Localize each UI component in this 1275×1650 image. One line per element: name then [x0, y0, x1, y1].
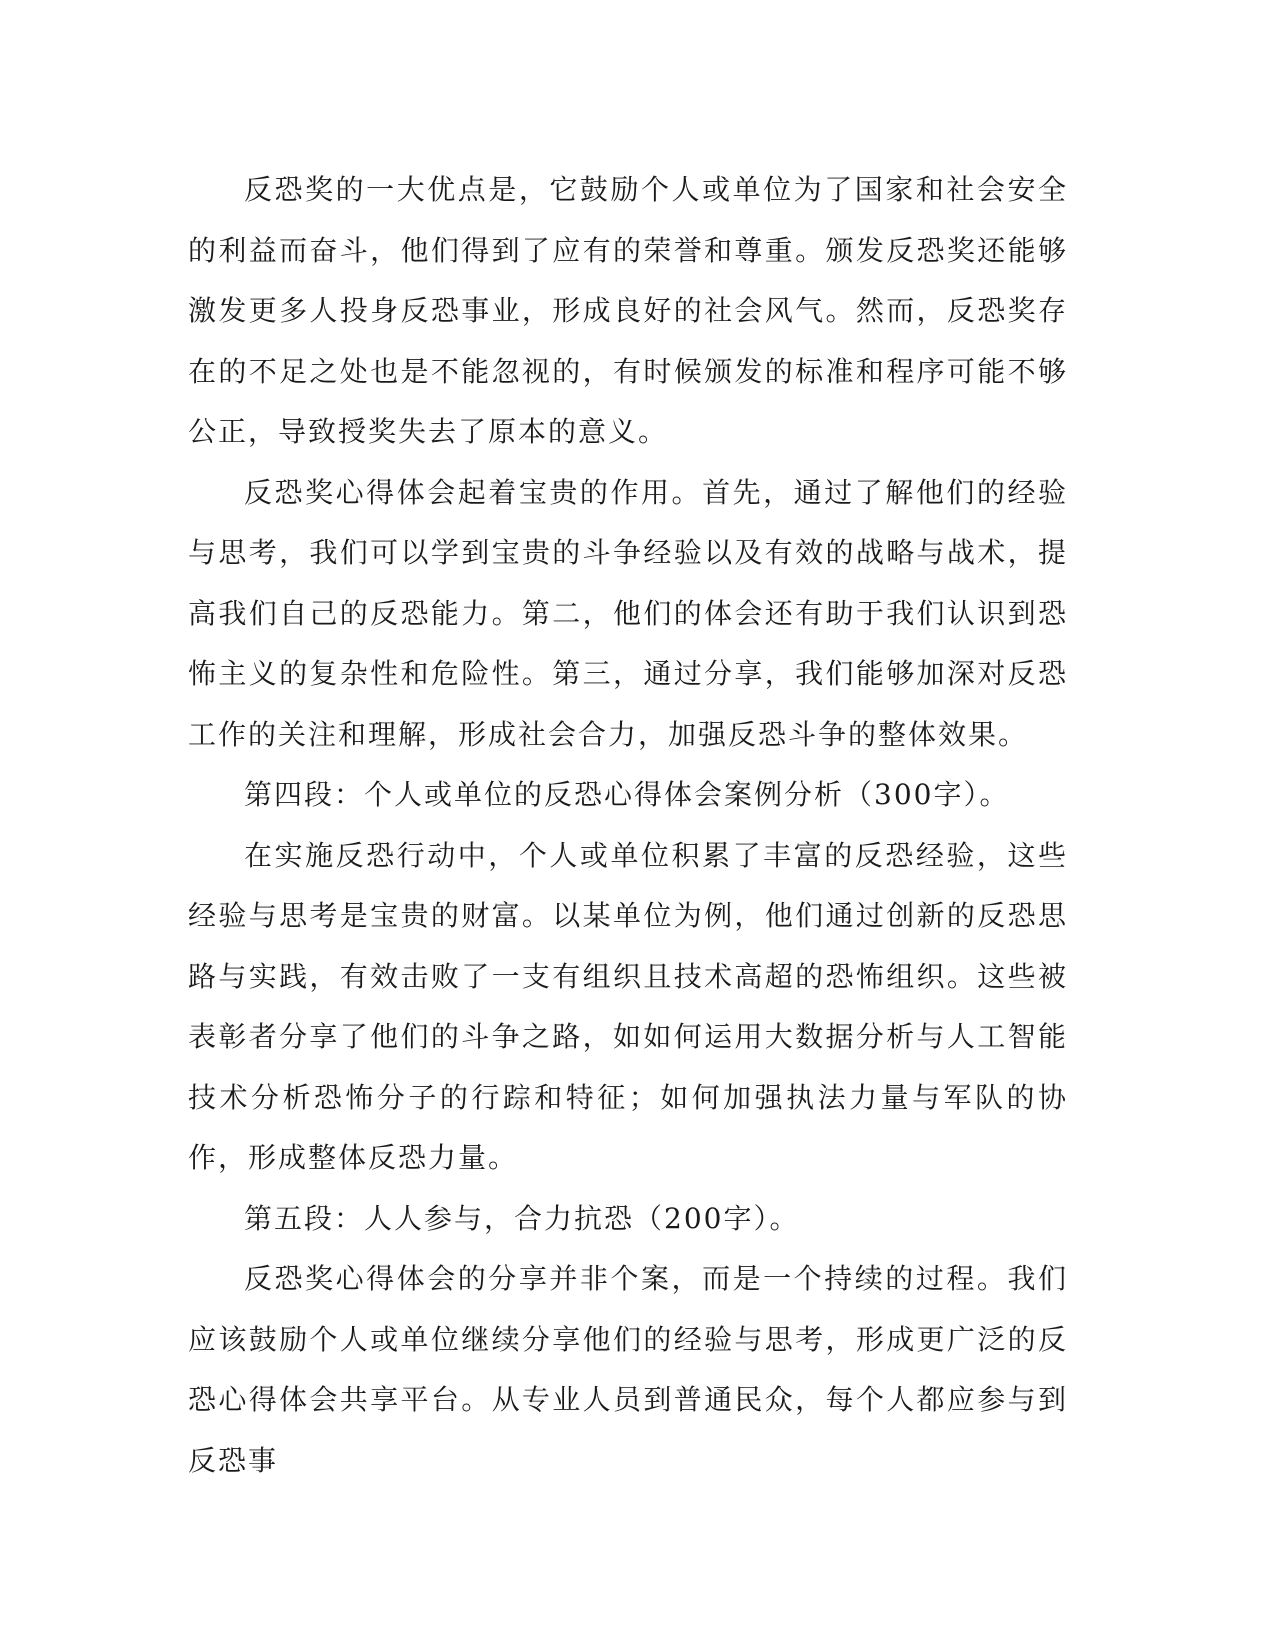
paragraph-experience-value: 反恐奖心得体会起着宝贵的作用。首先，通过了解他们的经验与思考，我们可以学到宝贵的斗争经验以及有效的战略与战术，提高我们自己的反恐能力。第二，他们的体会还有助于我们认识到恐怖主义的复杂性和危险性。第三，通过分享，我们能够加深对反恐工作的关注和理解，形成社会合力，加强反恐斗争的整体效果。 — [188, 475, 1068, 751]
section-heading-5: 第五段：人人参与，合力抗恐（200字）。 — [244, 1201, 800, 1235]
paragraph-everyone-participates: 反恐奖心得体会的分享并非个案，而是一个持续的过程。我们应该鼓励个人或单位继续分享他们的经验与思考，形成更广泛的反恐心得体会共享平台。从专业人员到普通民众，每个人都应参与到反恐事 — [188, 1262, 1068, 1477]
section-heading-4: 第四段：个人或单位的反恐心得体会案例分析（300字）。 — [244, 778, 1010, 811]
paragraph-case-analysis: 在实施反恐行动中，个人或单位积累了丰富的反恐经验，这些经验与思考是宝贵的财富。以某单位为例，他们通过创新的反恐思路与实践，有效击败了一支有组织且技术高超的恐怖组织。这些被表彰者分享了他们的斗争之路，如如何运用大数据分析与人工智能技术分析恐怖分子的行踪和特征；如何加强执法力量与军队的协作，形成整体反恐力量。 — [188, 838, 1068, 1174]
paragraph-award-advantages: 反恐奖的一大优点是，它鼓励个人或单位为了国家和社会安全的利益而奋斗，他们得到了应有的荣誉和尊重。颁发反恐奖还能够激发更多人投身反恐事业，形成良好的社会风气。然而，反恐奖存在的不足之处也是不能忽视的，有时候颁发的标准和程序可能不够公正，导致授奖失去了原本的意义。 — [188, 173, 1068, 448]
document-body — [188, 160, 1068, 1491]
